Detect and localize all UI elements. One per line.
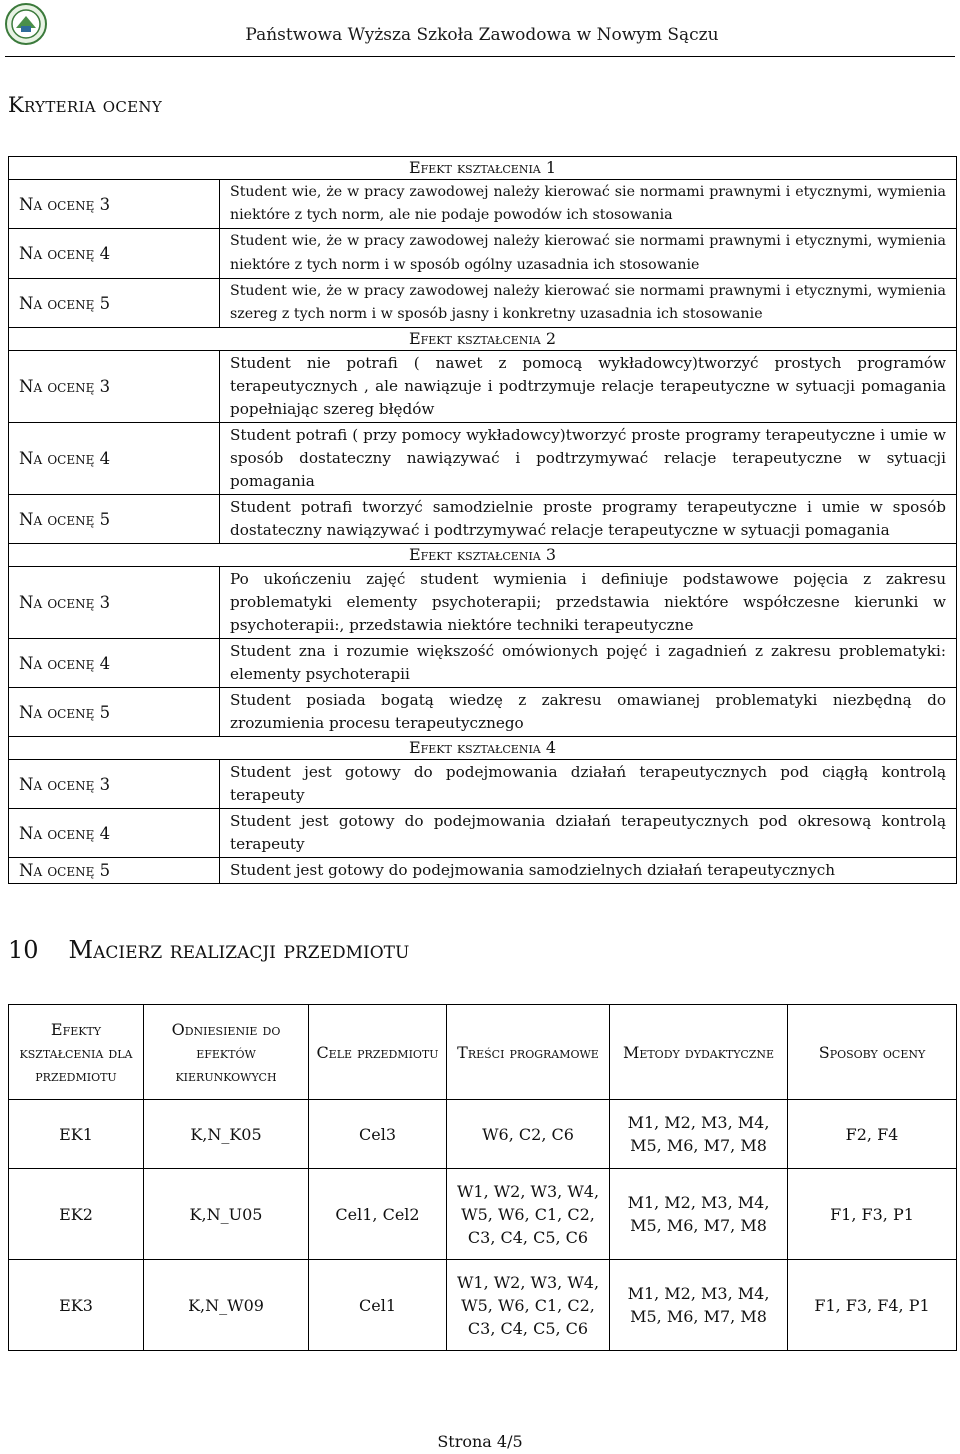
cell-methods: M1, M2, M3, M4, M5, M6, M7, M8 <box>610 1169 788 1260</box>
grade-criterion: Student posiada bogatą wiedzę z zakresu omawianej problematyki niezbędną do zrozumienia procesu terapeutycznego <box>220 688 957 737</box>
grade-criterion: Student wie, że w pracy zawodowej należy kierować sie normami prawnymi i etycznymi, wymienia niektóre z tych norm, ale nie podaje powodów ich stosowania <box>220 180 957 229</box>
cell-effect: EK2 <box>9 1169 144 1260</box>
grade-criterion: Po ukończeniu zajęć student wymienia i definiuje podstawowe pojęcia z zakresu problematyki elementy psychoterapii; przedstawia niektóre współczesne kierunki w psychoterapii:, przedstawia niektóre techniki terapeutyczne <box>220 567 957 639</box>
matrix-row <box>9 1100 957 1169</box>
effect-heading: Efekt kształcenia 1 <box>9 157 957 180</box>
grade-label: Na ocenę 3 <box>9 180 220 229</box>
cell-methods: M1, M2, M3, M4, M5, M6, M7, M8 <box>610 1260 788 1351</box>
grade-criterion: Student potrafi ( przy pomocy wykładowcy)tworzyć proste programy terapeutyczne i umie w sposób dostateczny nawiązywać i podtrzymywać relacje terapeutyczne w sytuacji pomagania <box>220 423 957 495</box>
grade-row <box>9 688 957 737</box>
cell-goals: Cel3 <box>309 1100 447 1169</box>
page-number: Strona 4/5 <box>437 1432 523 1451</box>
grade-criterion: Student wie, że w pracy zawodowej należy kierować sie normami prawnymi i etycznymi, wymienia niektóre z tych norm i w sposób ogólny uzasadnia ich stosowanie <box>220 229 957 278</box>
header-tresci: Treści programowe <box>447 1005 610 1100</box>
grade-row <box>9 809 957 858</box>
grade-label: Na ocenę 3 <box>9 351 220 423</box>
grade-row <box>9 760 957 809</box>
effect-heading: Efekt kształcenia 4 <box>9 737 957 760</box>
grade-row <box>9 229 957 278</box>
grade-row <box>9 351 957 423</box>
cell-reference: K,N_U05 <box>144 1169 309 1260</box>
grade-criterion: Student jest gotowy do podejmowania działań terapeutycznych pod ciągłą kontrolą terapeuty <box>220 760 957 809</box>
matrix-title: Macierz realizacji przedmiotu <box>68 936 410 964</box>
effect-heading: Efekt kształcenia 3 <box>9 544 957 567</box>
grade-label: Na ocenę 5 <box>9 495 220 544</box>
cell-effect: EK3 <box>9 1260 144 1351</box>
grade-label: Na ocenę 4 <box>9 423 220 495</box>
grade-row <box>9 180 957 229</box>
institution-header <box>0 25 960 45</box>
grade-label: Na ocenę 4 <box>9 809 220 858</box>
cell-assessment: F2, F4 <box>788 1100 957 1169</box>
grade-row <box>9 423 957 495</box>
grade-row <box>9 639 957 688</box>
matrix-row <box>9 1260 957 1351</box>
grade-label: Na ocenę 5 <box>9 278 220 327</box>
grade-row <box>9 495 957 544</box>
matrix-row <box>9 1169 957 1260</box>
grade-label: Na ocenę 3 <box>9 760 220 809</box>
effect-header-row <box>9 328 957 351</box>
grade-criterion: Student nie potrafi ( nawet z pomocą wykładowcy)tworzyć prostych programów terapeutycznych , ale nawiązuje i podtrzymuje relacje terapeutyczne w sytuacji pomagania popełniając szereg błędów <box>220 351 957 423</box>
header-odniesienie: Odniesienie do efektów kierunkowych <box>144 1005 309 1100</box>
grade-criterion: Student jest gotowy do podejmowania działań terapeutycznych pod okresową kontrolą terapeuty <box>220 809 957 858</box>
grade-label: Na ocenę 4 <box>9 639 220 688</box>
page-footer <box>0 1432 960 1451</box>
grade-label: Na ocenę 5 <box>9 858 220 884</box>
effect-header-row <box>9 544 957 567</box>
cell-content: W6, C2, C6 <box>447 1100 610 1169</box>
grade-label: Na ocenę 4 <box>9 229 220 278</box>
institution-name: Państwowa Wyższa Szkoła Zawodowa w Nowym Sączu <box>245 25 719 45</box>
grade-criterion: Student jest gotowy do podejmowania samodzielnych działań terapeutycznych <box>220 858 957 884</box>
cell-goals: Cel1, Cel2 <box>309 1169 447 1260</box>
cell-reference: K,N_W09 <box>144 1260 309 1351</box>
criteria-table <box>8 156 957 884</box>
grade-criterion: Student potrafi tworzyć samodzielnie proste programy terapeutyczne i umie w sposób dostateczny nawiązywać i podtrzymywać relacje terapeutyczne w sytuacji pomagania <box>220 495 957 544</box>
grade-criterion: Student wie, że w pracy zawodowej należy kierować sie normami prawnymi i etycznymi, wymienia szereg z tych norm i w sposób jasny i konkretny uzasadnia ich stosowanie <box>220 278 957 327</box>
cell-assessment: F1, F3, F4, P1 <box>788 1260 957 1351</box>
effect-header-row <box>9 157 957 180</box>
cell-content: W1, W2, W3, W4, W5, W6, C1, C2, C3, C4, C5, C6 <box>447 1260 610 1351</box>
matrix-table <box>8 1004 957 1351</box>
matrix-header-row <box>9 1005 957 1100</box>
header-divider <box>5 56 955 57</box>
grade-row <box>9 278 957 327</box>
effect-heading: Efekt kształcenia 2 <box>9 328 957 351</box>
header-sposoby: Sposoby oceny <box>788 1005 957 1100</box>
cell-goals: Cel1 <box>309 1260 447 1351</box>
cell-methods: M1, M2, M3, M4, M5, M6, M7, M8 <box>610 1100 788 1169</box>
cell-reference: K,N_K05 <box>144 1100 309 1169</box>
cell-effect: EK1 <box>9 1100 144 1169</box>
header-metody: Metody dydaktyczne <box>610 1005 788 1100</box>
header-cele: Cele przedmiotu <box>309 1005 447 1100</box>
header-efekty: Efekty kształcenia dla przedmiotu <box>9 1005 144 1100</box>
matrix-section-heading <box>8 936 409 964</box>
criteria-title: Kryteria oceny <box>8 93 163 117</box>
grade-row <box>9 567 957 639</box>
grade-criterion: Student zna i rozumie większość omówionych pojęć i zagadnień z zakresu problematyki: elementy psychoterapii <box>220 639 957 688</box>
grade-row <box>9 858 957 884</box>
effect-header-row <box>9 737 957 760</box>
section-number: 10 <box>8 936 39 964</box>
cell-assessment: F1, F3, P1 <box>788 1169 957 1260</box>
grade-label: Na ocenę 5 <box>9 688 220 737</box>
grade-label: Na ocenę 3 <box>9 567 220 639</box>
cell-content: W1, W2, W3, W4, W5, W6, C1, C2, C3, C4, C5, C6 <box>447 1169 610 1260</box>
